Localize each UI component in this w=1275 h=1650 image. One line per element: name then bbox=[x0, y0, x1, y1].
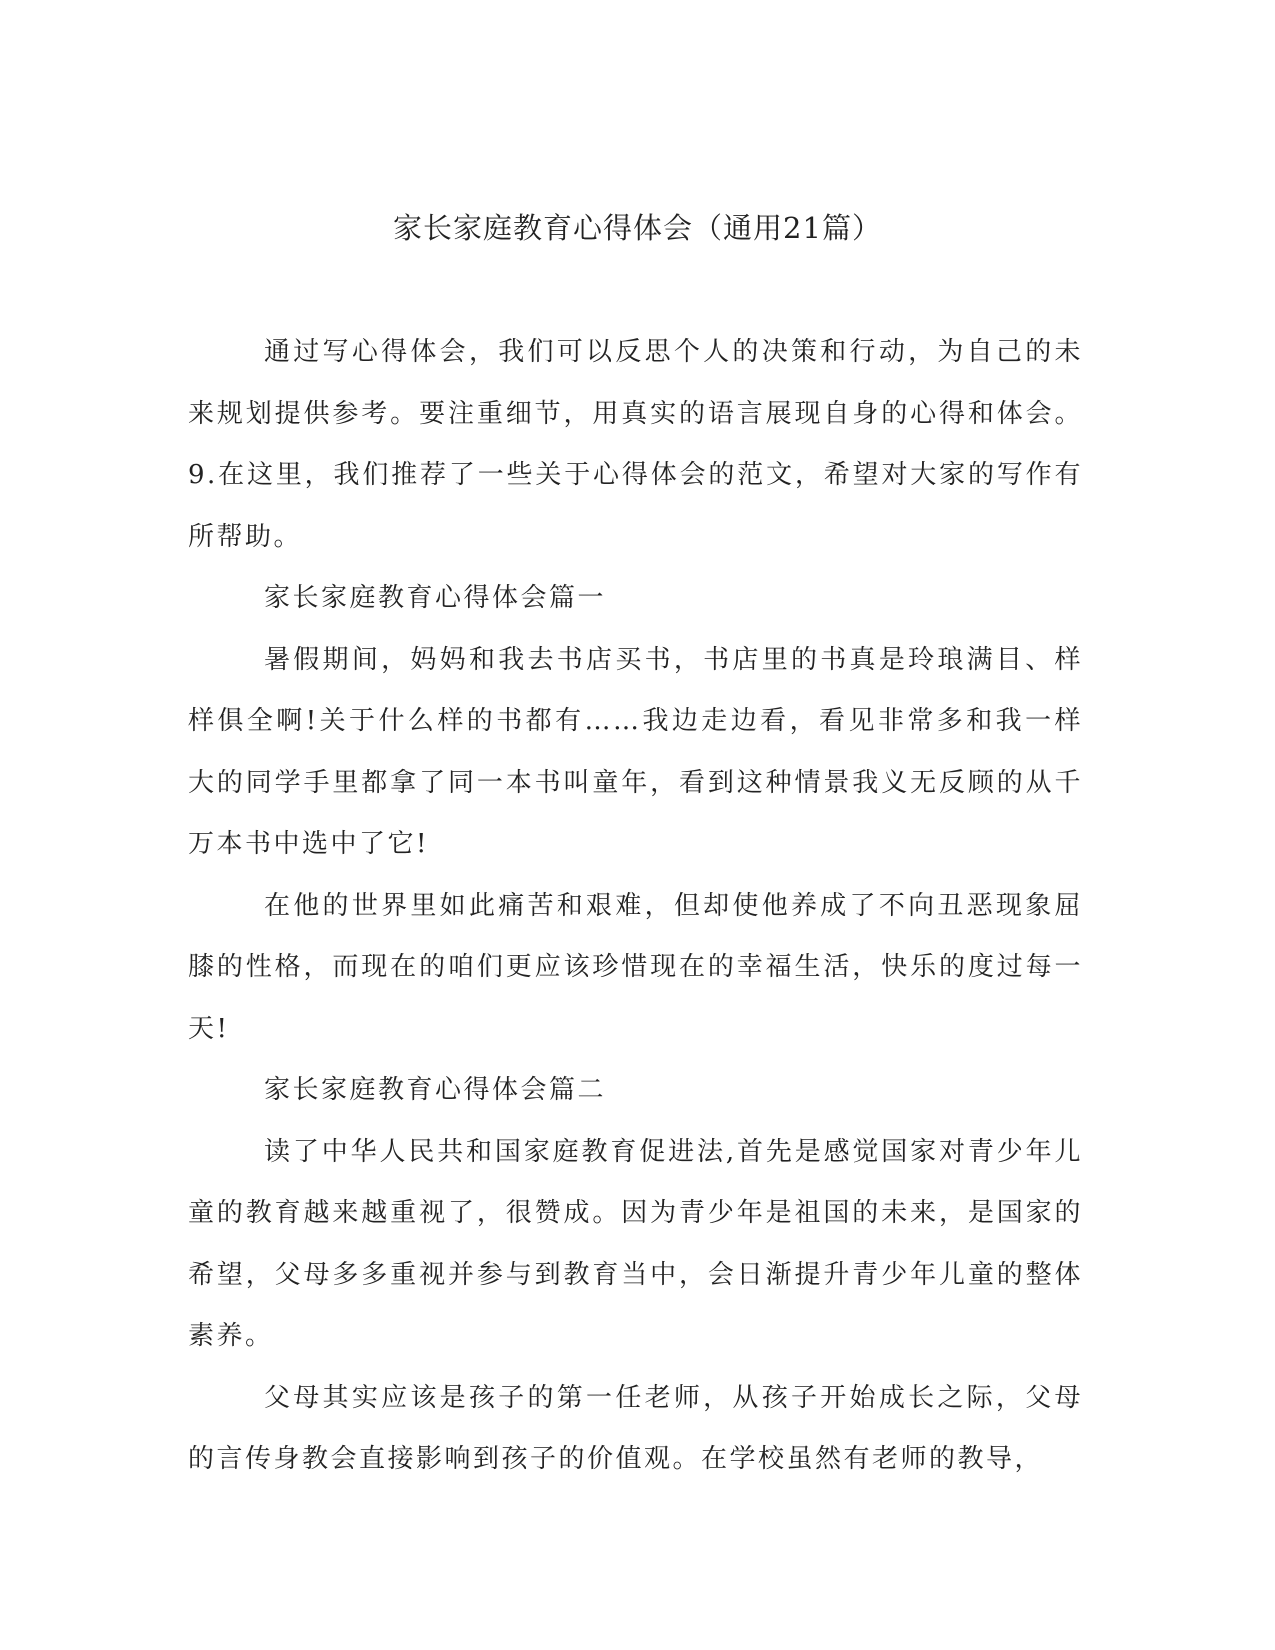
body-paragraph: 读了中华人民共和国家庭教育促进法,首先是感觉国家对青少年儿童的教育越来越重视了，很赞成。因为青少年是祖国的未来，是国家的希望，父母多多重视并参与到教育当中，会日渐提升青少年儿童的整体素养。 bbox=[188, 1136, 1083, 1351]
document-title: 家长家庭教育心得体会（通用21篇） bbox=[393, 211, 882, 245]
section-heading-2: 家长家庭教育心得体会篇二 bbox=[264, 1075, 607, 1105]
body-paragraph: 在他的世界里如此痛苦和艰难，但却使他养成了不向丑恶现象屈膝的性格，而现在的咱们更应该珍惜现在的幸福生活，快乐的度过每一天! bbox=[188, 890, 1083, 1044]
section-heading-1: 家长家庭教育心得体会篇一 bbox=[264, 583, 607, 613]
body-paragraph: 暑假期间，妈妈和我去书店买书，书店里的书真是玲琅满目、样样俱全啊!关于什么样的书都有……我边走边看，看见非常多和我一样大的同学手里都拿了同一本书叫童年，看到这种情景我义无反顾的从千万本书中选中了它! bbox=[188, 644, 1083, 859]
document-body bbox=[188, 322, 1083, 1491]
body-paragraph: 父母其实应该是孩子的第一任老师，从孩子开始成长之际，父母的言传身教会直接影响到孩子的价值观。在学校虽然有老师的教导， bbox=[188, 1382, 1083, 1474]
intro-paragraph: 通过写心得体会，我们可以反思个人的决策和行动，为自己的未来规划提供参考。要注重细节，用真实的语言展现自身的心得和体会。9.在这里，我们推荐了一些关于心得体会的范文，希望对大家的写作有所帮助。 bbox=[188, 337, 1083, 552]
